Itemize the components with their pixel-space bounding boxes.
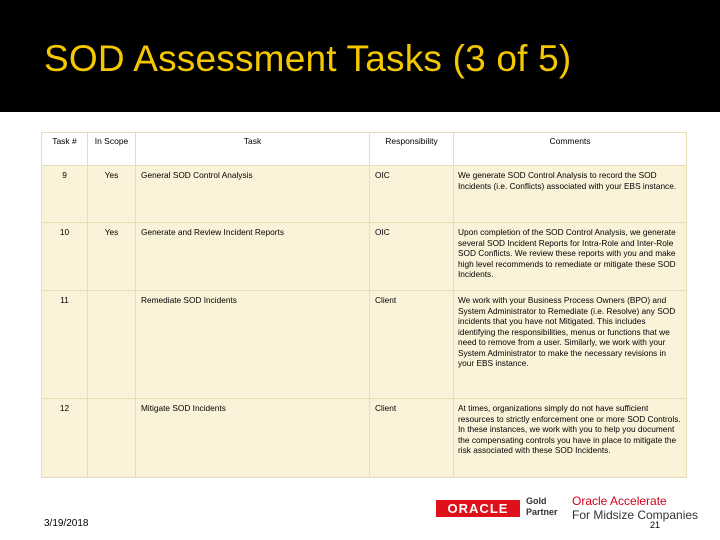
task-number: 12 [42, 399, 88, 478]
in-scope: Yes [88, 223, 136, 291]
slide-title: SOD Assessment Tasks (3 of 5) [44, 38, 572, 79]
sod-tasks-table [41, 132, 687, 478]
task-name: General SOD Control Analysis [136, 166, 370, 223]
responsibility: OIC [370, 166, 454, 223]
page-number: 21 [650, 520, 661, 530]
header-in-scope: In Scope [88, 133, 136, 166]
in-scope [88, 291, 136, 399]
table-row [42, 223, 687, 291]
comments: At times, organizations simply do not have sufficient resources to strictly enforcement one or more SOD Controls. In these instances, we work with you to help you document the compensating controls you have in place to mitigate the risk associated with these SOD Incidents. [454, 399, 687, 478]
table-row [42, 291, 687, 399]
task-number: 9 [42, 166, 88, 223]
responsibility: Client [370, 291, 454, 399]
in-scope [88, 399, 136, 478]
in-scope: Yes [88, 166, 136, 223]
header-comments: Comments [454, 133, 687, 166]
oracle-accelerate-label: Oracle Accelerate [572, 494, 667, 508]
table-row [42, 399, 687, 478]
oracle-logo: ORACLE [436, 500, 520, 517]
gold-partner-badge [526, 496, 558, 518]
responsibility: OIC [370, 223, 454, 291]
comments: Upon completion of the SOD Control Analysis, we generate several SOD Incident Reports for Intra-Role and Inter-Role SOD Conflicts. We review these reports with you and make high level recommends to remediate or mitigate these SOD Incidents. [454, 223, 687, 291]
comments: We work with your Business Process Owners (BPO) and System Administrator to Remediate (i.e. Resolve) any SOD incidents that you have not Mitigated. This includes identifying the responsibilities, menus or functions that we need to remove from a user. Similarly, we work with your System Administrator to make the necessary revisions in your EBS instance. [454, 291, 687, 399]
comments: We generate SOD Control Analysis to record the SOD Incidents (i.e. Conflicts) associated with your EBS instance. [454, 166, 687, 223]
midsize-companies-label: For Midsize Companies [572, 508, 699, 522]
gold-label: Gold [526, 496, 547, 506]
header-task: Task [136, 133, 370, 166]
partner-label: Partner [526, 507, 558, 517]
task-number: 10 [42, 223, 88, 291]
responsibility: Client [370, 399, 454, 478]
table-header-row [42, 133, 687, 166]
task-number: 11 [42, 291, 88, 399]
header-responsibility: Responsibility [370, 133, 454, 166]
oracle-accelerate-brand [572, 494, 698, 522]
task-name: Generate and Review Incident Reports [136, 223, 370, 291]
task-name: Mitigate SOD Incidents [136, 399, 370, 478]
header-task-num: Task # [42, 133, 88, 166]
task-name: Remediate SOD Incidents [136, 291, 370, 399]
table-row [42, 166, 687, 223]
footer-date: 3/19/2018 [44, 518, 89, 529]
